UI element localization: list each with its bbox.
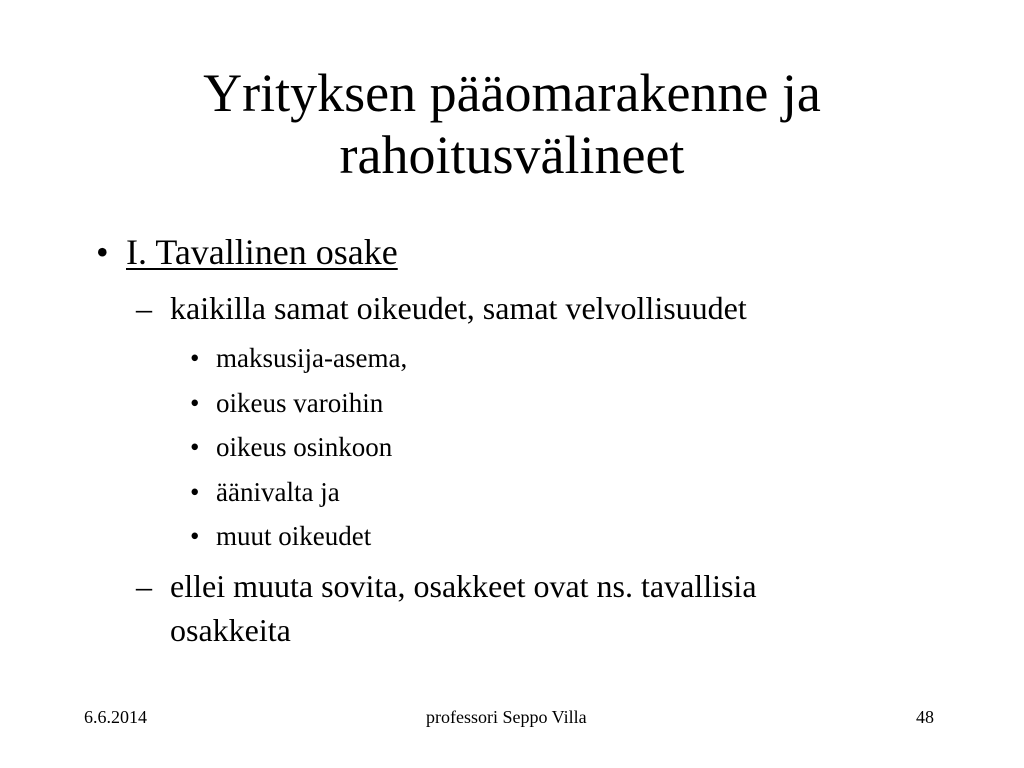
footer-date: 6.6.2014 [84, 707, 147, 727]
list-item-text: oikeus osinkoon [216, 432, 393, 462]
list-item-text: äänivalta ja [216, 477, 340, 507]
list-item-text: maksusija-asema, [216, 343, 408, 373]
bullet-marker: • [190, 477, 200, 507]
footer-author: professori Seppo Villa [426, 707, 587, 727]
bullet-marker: • [190, 521, 200, 551]
dash-marker: – [136, 290, 152, 326]
bullet-marker: • [190, 343, 200, 373]
bullet-marker: • [190, 388, 200, 418]
bullet-marker: • [190, 432, 200, 462]
sub-bullet-1-text: kaikilla samat oikeudet, samat velvollisuudet [170, 290, 747, 326]
title-line-2: rahoitusvälineet [339, 125, 685, 185]
footer-page-number: 48 [916, 707, 934, 727]
sub-bullet-2-line-1: ellei muuta sovita, osakkeet ovat ns. tavallisia [170, 568, 757, 604]
list-item-text: oikeus varoihin [216, 388, 384, 418]
dash-marker: – [136, 568, 152, 604]
bullet-heading-text: I. Tavallinen osake [126, 232, 398, 272]
list-item-text: muut oikeudet [216, 521, 372, 551]
sub-bullet-2-line-2: osakkeita [170, 612, 291, 648]
title-line-1: Yrityksen pääomarakenne ja [203, 63, 821, 123]
bullet-marker: • [96, 232, 109, 272]
slide-title [60, 62, 964, 186]
